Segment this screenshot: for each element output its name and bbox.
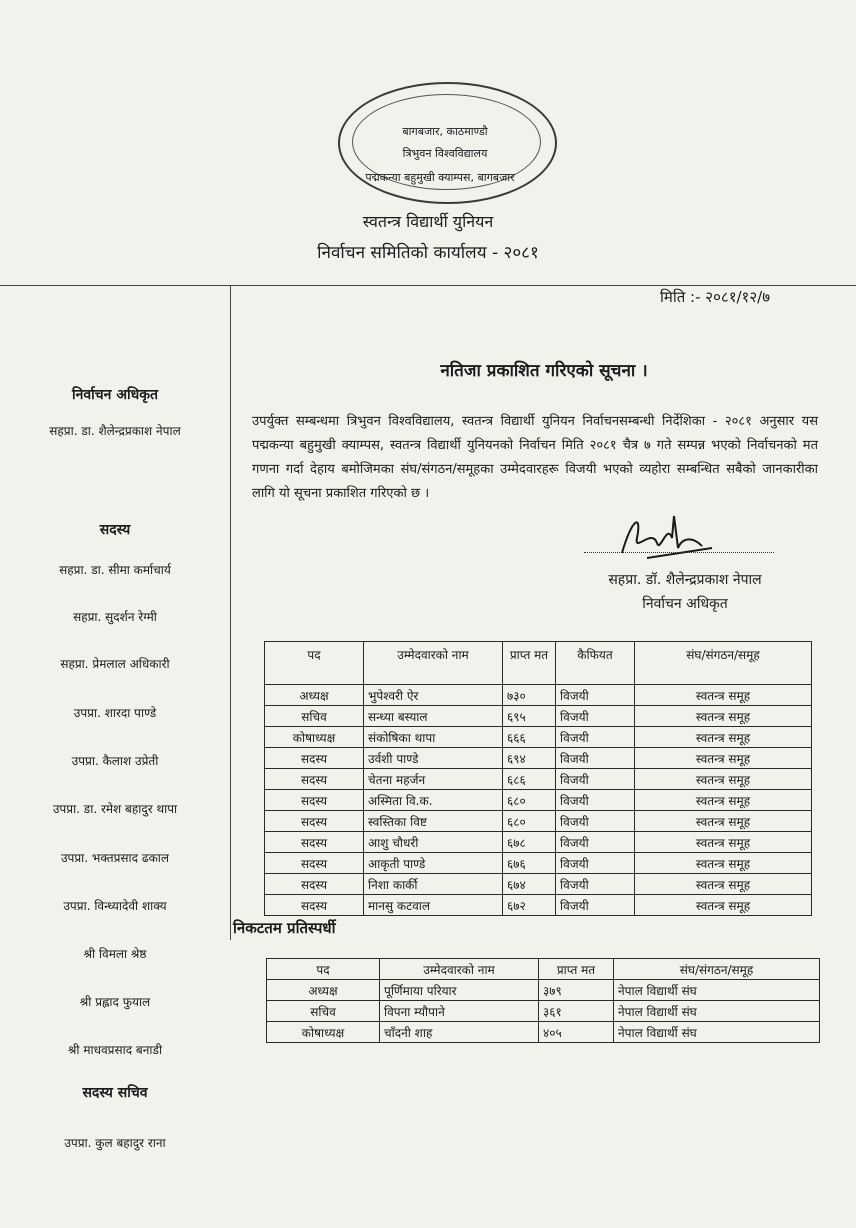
notice-title: नतिजा प्रकाशित गरिएको सूचना । <box>440 361 648 381</box>
results-body <box>265 685 812 916</box>
results-row-cell: सदस्य <box>265 769 364 790</box>
results-row-cell: विजयी <box>556 790 635 811</box>
results-row-cell: स्वतन्त्र समूह <box>635 706 812 727</box>
header-divider <box>0 285 856 286</box>
results-row-cell: स्वतन्त्र समूह <box>635 895 812 916</box>
officer-heading: निर्वाचन अधिकृत <box>71 387 158 403</box>
results-row-cell: विजयी <box>556 685 635 706</box>
results-row <box>265 769 812 790</box>
results-row-cell: विजयी <box>556 874 635 895</box>
signatory-title: निर्वाचन अधिकृत <box>642 596 728 612</box>
results-row-cell: स्वतन्त्र समूह <box>635 874 812 895</box>
notice-date: मिति :- २०८१/१२/७ <box>660 288 771 306</box>
secretary-name: उपप्रा. कुल बहादुर राना <box>64 1136 166 1150</box>
runners-row <box>267 1001 820 1022</box>
results-row-cell: स्वतन्त्र समूह <box>635 685 812 706</box>
member-name: उपप्रा. भक्तप्रसाद ढकाल <box>60 851 170 865</box>
member-name: उपप्रा. शारदा पाण्डे <box>73 706 157 720</box>
results-header-cell: पद <box>265 642 364 685</box>
seal-text-line-2: त्रिभुवन विश्वविद्यालय <box>402 147 488 160</box>
results-row-cell: सदस्य <box>265 874 364 895</box>
results-row-cell: ६८० <box>503 811 556 832</box>
results-row-cell: ६९५ <box>503 706 556 727</box>
signature-line <box>584 552 774 553</box>
results-row-cell: अस्मिता वि.क. <box>364 790 503 811</box>
results-header-cell: प्राप्त मत <box>503 642 556 685</box>
results-row-cell: स्वतन्त्र समूह <box>635 811 812 832</box>
seal-text-line-3: पद्मकन्या बहुमुखी क्याम्पस, बागबजार <box>365 171 515 184</box>
seal-text-line-1: बागबजार, काठमाण्डौ <box>402 125 488 138</box>
runners-row-cell: विपना म्यौपाने <box>380 1001 539 1022</box>
results-row-cell: सदस्य <box>265 748 364 769</box>
results-row-cell: अध्यक्ष <box>265 685 364 706</box>
results-row-cell: सदस्य <box>265 811 364 832</box>
officer-name: सहप्रा. डा. शैलेन्द्रप्रकाश नेपाल <box>49 424 181 438</box>
results-row-cell: विजयी <box>556 748 635 769</box>
results-row-cell: आकृती पाण्डे <box>364 853 503 874</box>
runners-row-cell: पूर्णिमाया परियार <box>380 980 539 1001</box>
results-row-cell: ६७८ <box>503 832 556 853</box>
runners-row-cell: ४०५ <box>539 1022 614 1043</box>
results-table <box>264 641 812 916</box>
results-row-cell: ६६६ <box>503 727 556 748</box>
member-name: सहप्रा. सुदर्शन रेग्मी <box>73 610 157 624</box>
results-row-cell: उर्वशी पाण्डे <box>364 748 503 769</box>
member-name: उपप्रा. डा. रमेश बहादुर थापा <box>52 802 178 816</box>
results-row-cell: स्वतन्त्र समूह <box>635 727 812 748</box>
runners-row-cell: कोषाध्यक्ष <box>267 1022 380 1043</box>
results-row-cell: ६९४ <box>503 748 556 769</box>
results-row <box>265 811 812 832</box>
results-row-cell: विजयी <box>556 832 635 853</box>
member-name: श्री माधवप्रसाद बनाडी <box>67 1043 163 1057</box>
results-row-cell: सदस्य <box>265 790 364 811</box>
results-row-cell: मानसु कटवाल <box>364 895 503 916</box>
runners-row-cell: ३७९ <box>539 980 614 1001</box>
member-name: सहप्रा. डा. सीमा कर्माचार्य <box>59 563 171 577</box>
results-row-cell: भुपेश्वरी ऐर <box>364 685 503 706</box>
runners-row <box>267 980 820 1001</box>
handwritten-signature <box>612 508 722 568</box>
member-name: श्री विमला श्रेष्ठ <box>83 947 147 961</box>
results-row-cell: सदस्य <box>265 832 364 853</box>
runners-up-heading: निकटतम प्रतिस्पर्धी <box>233 919 336 937</box>
results-row-cell: ६७२ <box>503 895 556 916</box>
results-header-cell: संघ/संगठन/समूह <box>635 642 812 685</box>
results-row-cell: सदस्य <box>265 853 364 874</box>
signatory-name: सहप्रा. डॉ. शैलेन्द्रप्रकाश नेपाल <box>608 572 762 588</box>
results-row-cell: संकोषिका थापा <box>364 727 503 748</box>
runners-row-cell: ३६१ <box>539 1001 614 1022</box>
notice-body: उपर्युक्त सम्बन्धमा त्रिभुवन विश्वविद्यालय, स्वतन्त्र विद्यार्थी युनियन निर्वाचनसम्बन्धी निर्देशिका - २०८१ अनुसार यस पद्मकन्या बहुमुखी क्याम्पस, स्वतन्त्र विद्यार्थी युनियनको निर्वाचन मिति २०८१ चैत्र ७ गते सम्पन्न भएको निर्वाचनको मत गणना गर्दा देहाय बमोजिमका संघ/संगठन/समूहका उम्मेदवारहरू विजयी भएको व्यहोरा सम्बन्धित सबैको जानकारीका लागि यो सूचना प्रकाशित गरिएको छ । <box>252 414 818 501</box>
runners-row-cell: नेपाल विद्यार्थी संघ <box>614 1022 820 1043</box>
results-row-cell: स्वस्तिका विष्ट <box>364 811 503 832</box>
results-header-row <box>265 642 812 685</box>
results-row-cell: सन्ध्या बस्याल <box>364 706 503 727</box>
sidebar-divider <box>230 285 231 940</box>
results-row-cell: ६८० <box>503 790 556 811</box>
runners-header-row <box>267 959 820 980</box>
runners-row <box>267 1022 820 1043</box>
results-row-cell: स्वतन्त्र समूह <box>635 748 812 769</box>
results-row-cell: ६८६ <box>503 769 556 790</box>
results-row-cell: चेतना महर्जन <box>364 769 503 790</box>
results-row-cell: आशु चौधरी <box>364 832 503 853</box>
results-row-cell: स्वतन्त्र समूह <box>635 832 812 853</box>
results-row-cell: स्वतन्त्र समूह <box>635 790 812 811</box>
runners-row-cell: नेपाल विद्यार्थी संघ <box>614 980 820 1001</box>
results-row-cell: कोषाध्यक्ष <box>265 727 364 748</box>
runners-row-cell: नेपाल विद्यार्थी संघ <box>614 1001 820 1022</box>
results-row-cell: ७३० <box>503 685 556 706</box>
results-row-cell: विजयी <box>556 727 635 748</box>
member-name: श्री प्रह्लाद फुयाल <box>79 995 151 1009</box>
results-row-cell: ६७६ <box>503 853 556 874</box>
results-row-cell: विजयी <box>556 706 635 727</box>
members-heading: सदस्य <box>99 522 131 538</box>
results-row <box>265 874 812 895</box>
runners-row-cell: सचिव <box>267 1001 380 1022</box>
runners-header-cell: उम्मेदवारको नाम <box>380 959 539 980</box>
results-row-cell: निशा कार्की <box>364 874 503 895</box>
runners-header-cell: पद <box>267 959 380 980</box>
results-row-cell: विजयी <box>556 811 635 832</box>
member-name: सहप्रा. प्रेमलाल अधिकारी <box>60 657 170 671</box>
results-row <box>265 790 812 811</box>
results-row-cell: ६७४ <box>503 874 556 895</box>
results-row-cell: विजयी <box>556 895 635 916</box>
results-row <box>265 706 812 727</box>
results-row <box>265 685 812 706</box>
results-row <box>265 853 812 874</box>
results-row-cell: स्वतन्त्र समूह <box>635 853 812 874</box>
member-name: उपप्रा. विन्ध्यादेवी शाक्य <box>63 899 167 913</box>
results-row-cell: विजयी <box>556 769 635 790</box>
results-row <box>265 832 812 853</box>
results-row-cell: स्वतन्त्र समूह <box>635 769 812 790</box>
member-name: उपप्रा. कैलाश उप्रेती <box>71 754 159 768</box>
runners-body <box>267 980 820 1043</box>
runners-row-cell: अध्यक्ष <box>267 980 380 1001</box>
runners-header-cell: प्राप्त मत <box>539 959 614 980</box>
secretary-heading: सदस्य सचिव <box>82 1085 148 1101</box>
results-row <box>265 895 812 916</box>
results-row-cell: विजयी <box>556 853 635 874</box>
results-header-cell: उम्मेदवारको नाम <box>364 642 503 685</box>
organization-name: स्वतन्त्र विद्यार्थी युनियन <box>362 212 494 231</box>
results-row-cell: सदस्य <box>265 895 364 916</box>
results-header-cell: कैफियत <box>556 642 635 685</box>
runners-header-cell: संघ/संगठन/समूह <box>614 959 820 980</box>
office-name: निर्वाचन समितिको कार्यालय - २०८१ <box>317 243 539 263</box>
runners-row-cell: चाँदनी शाह <box>380 1022 539 1043</box>
runners-up-table <box>266 958 820 1043</box>
results-row-cell: सचिव <box>265 706 364 727</box>
results-row <box>265 727 812 748</box>
results-row <box>265 748 812 769</box>
